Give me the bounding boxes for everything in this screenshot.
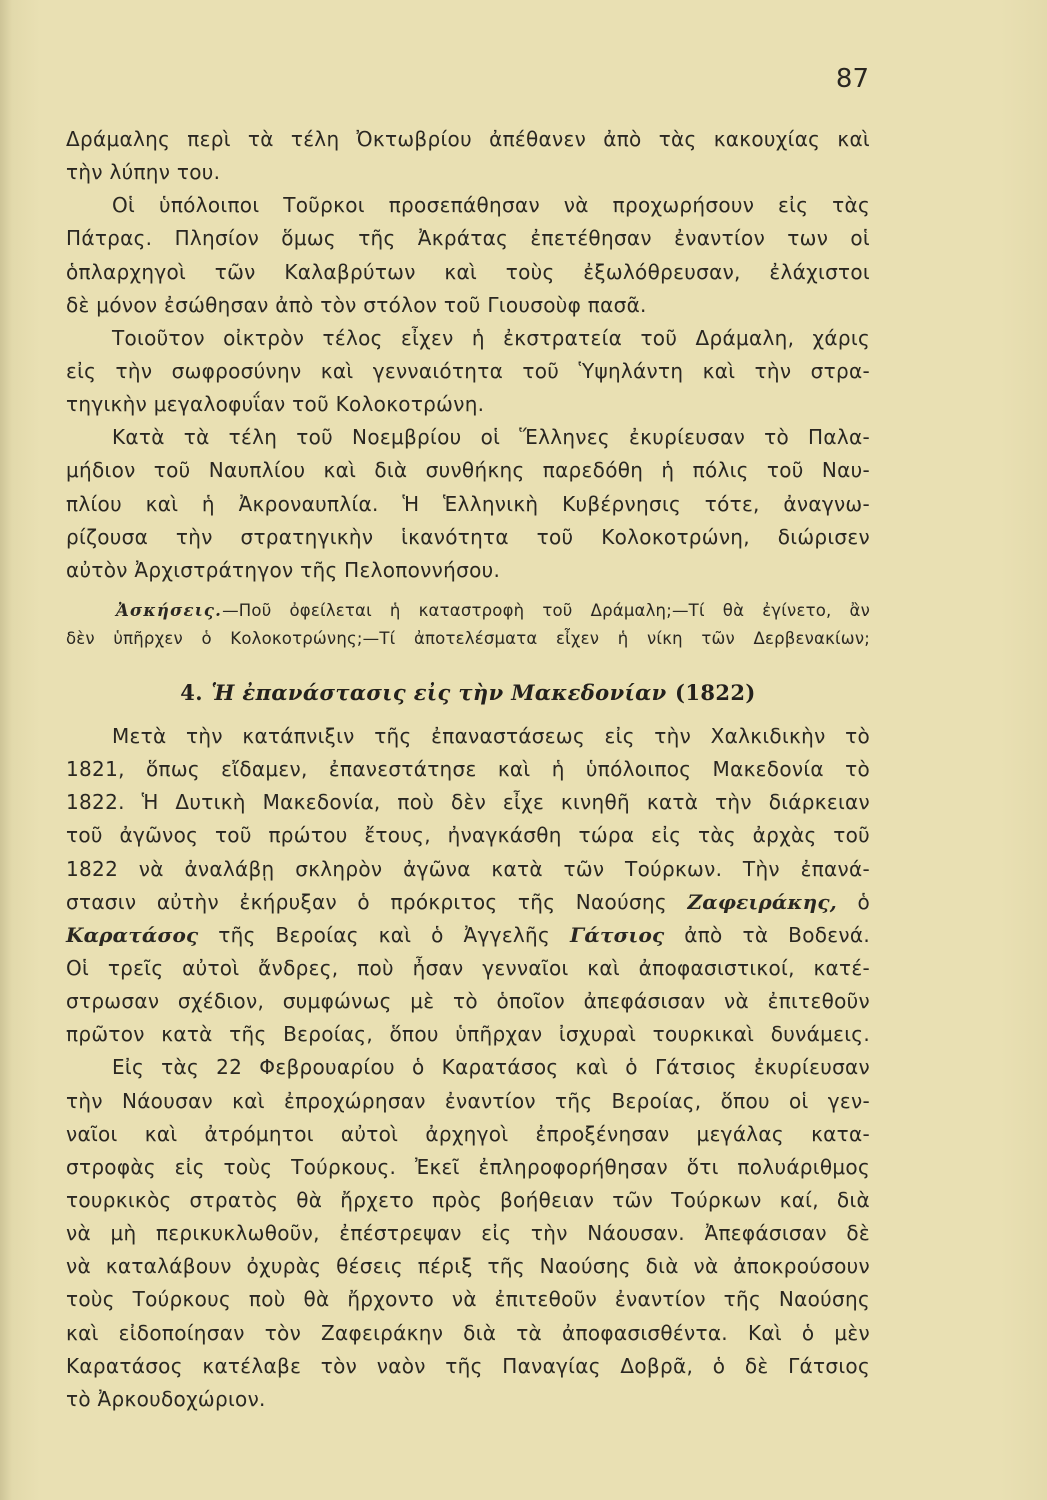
text-line: Κατὰ τὰ τέλη τοῦ Νοεμβρίου οἱ Ἕλληνες ἐκυρίευσαν τὸ Παλα- bbox=[112, 425, 870, 450]
text-segment: ὁ bbox=[836, 889, 870, 914]
text-line: στρωσαν σχέδιον, συμφώνως μὲ τὸ ὁποῖον ἀπεφάσισαν νὰ ἐπιτεθοῦν bbox=[66, 989, 870, 1014]
paragraph bbox=[66, 189, 870, 322]
text-line: πλίου καὶ ἡ Ἀκροναυπλία. Ἡ Ἑλληνικὴ Κυβέρνησις τότε, ἀναγνω- bbox=[66, 491, 870, 516]
section-number: 4. bbox=[180, 680, 203, 705]
text-line: ναῖοι καὶ ἀτρόμητοι αὐτοὶ ἀρχηγοὶ ἐπροξένησαν μεγάλας κατα- bbox=[66, 1121, 870, 1146]
text-line: δὲ μόνον ἐσώθησαν ἀπὸ τὸν στόλον τοῦ Γιουσοὺφ πασᾶ. bbox=[66, 292, 647, 317]
exercises-block bbox=[66, 597, 870, 653]
section-heading bbox=[66, 675, 870, 711]
paragraph bbox=[66, 1051, 870, 1416]
text-line: Δράμαλης περὶ τὰ τέλη Ὀκτωβρίου ἀπέθανεν ἀπὸ τὰς κακουχίας καὶ bbox=[66, 127, 870, 151]
text-line: πρῶτον κατὰ τῆς Βεροίας, ὅπου ὑπῆρχαν ἰσχυραὶ τουρκικαὶ δυνάμεις. bbox=[66, 1022, 870, 1047]
text-line: Εἰς τὰς 22 Φεβρουαρίου ὁ Καρατάσος καὶ ὁ Γάτσιος ἐκυρίευσαν bbox=[112, 1055, 870, 1080]
text-line: 1822. Ἡ Δυτικὴ Μακεδονία, ποὺ δὲν εἶχε κινηθῆ κατὰ τὴν διάρκειαν bbox=[66, 790, 870, 815]
text-block-lower bbox=[66, 720, 870, 1416]
text-line: νὰ καταλάβουν ὀχυρὰς θέσεις πέριξ τῆς Ναούσης διὰ νὰ ἀποκρούσουν bbox=[66, 1254, 870, 1279]
text-line: τὴν λύπην του. bbox=[66, 160, 221, 185]
text-line: τὴν Νάουσαν καὶ ἐπροχώρησαν ἐναντίον τῆς Βεροίας, ὅπου οἱ γεν- bbox=[66, 1088, 870, 1113]
exercises-label: Ἀσκήσεις. bbox=[116, 601, 223, 620]
emphasized-name: Καρατάσος bbox=[66, 922, 199, 947]
text-block-upper bbox=[66, 123, 870, 587]
text-line bbox=[66, 886, 870, 919]
text-line: καὶ εἰδοποίησαν τὸν Ζαφειράκην διὰ τὰ ἀποφασισθέντα. Καὶ ὁ μὲν bbox=[66, 1320, 870, 1345]
emphasized-name: Γάτσιος bbox=[569, 922, 665, 947]
exercises-line: δὲν ὑπῆρχεν ὁ Κολοκοτρώνης;—Τί ἀποτελέσματα εἶχεν ἡ νίκη τῶν Δερβενακίων; bbox=[66, 629, 870, 648]
text-line: τηγικὴν μεγαλοφυΐαν τοῦ Κολοκοτρώνη. bbox=[66, 392, 485, 417]
text-line: εἰς τὴν σωφροσύνην καὶ γενναιότητα τοῦ Ὑψηλάντη καὶ τὴν στρα- bbox=[66, 358, 870, 383]
text-line: Καρατάσος κατέλαβε τὸν ναὸν τῆς Παναγίας Δοβρᾶ, ὁ δὲ Γάτσιος bbox=[66, 1353, 870, 1378]
text-line bbox=[66, 919, 870, 952]
text-line: μήδιον τοῦ Ναυπλίου καὶ διὰ συνθήκης παρεδόθη ἡ πόλις τοῦ Ναυ- bbox=[66, 458, 870, 483]
text-line: στροφὰς εἰς τοὺς Τούρκους. Ἐκεῖ ἐπληροφορήθησαν ὅτι πολυάριθμος bbox=[66, 1154, 870, 1179]
page-number: 87 bbox=[835, 64, 869, 94]
paragraph bbox=[66, 421, 870, 587]
text-line: ὁπλαρχηγοὶ τῶν Καλαβρύτων καὶ τοὺς ἐξωλόθρευσαν, ἐλάχιστοι bbox=[66, 259, 870, 284]
text-segment: ἀπὸ τὰ Βοδενά. bbox=[664, 922, 870, 947]
text-line: ρίζουσα τὴν στρατηγικὴν ἱκανότητα τοῦ Κολοκοτρώνη, διώρισεν bbox=[66, 524, 870, 549]
text-segment: τῆς Βεροίας καὶ ὁ Ἀγγελῆς bbox=[198, 922, 570, 947]
exercises-text: —Ποῦ ὀφείλεται ἡ καταστροφὴ τοῦ Δράμαλη;—Τί θὰ ἐγίνετο, ἂν bbox=[222, 601, 870, 620]
text-line: τοὺς Τούρκους ποὺ θὰ ἤρχοντο νὰ ἐπιτεθοῦν ἐναντίον τῆς Ναούσης bbox=[66, 1287, 870, 1312]
text-line: Τοιοῦτον οἰκτρὸν τέλος εἶχεν ἡ ἐκστρατεία τοῦ Δράμαλη, χάρις bbox=[112, 325, 870, 350]
emphasized-name: Ζαφειράκης, bbox=[687, 889, 837, 914]
section-title: Ἡ ἐπανάστασις εἰς τὴν Μακεδονίαν bbox=[211, 680, 667, 705]
paragraph bbox=[66, 322, 870, 421]
text-line: αὐτὸν Ἀρχιστράτηγον τῆς Πελοποννήσου. bbox=[66, 557, 501, 582]
text-line: τοῦ ἀγῶνος τοῦ πρώτου ἔτους, ἠναγκάσθη τώρα εἰς τὰς ἀρχὰς τοῦ bbox=[66, 823, 870, 848]
text-segment: στασιν αὐτὴν ἐκήρυξαν ὁ πρόκριτος τῆς Ναούσης bbox=[66, 889, 688, 914]
text-line: τουρκικὸς στρατὸς θὰ ἤρχετο πρὸς βοήθειαν τῶν Τούρκων καί, διὰ bbox=[66, 1187, 870, 1212]
paragraph bbox=[66, 123, 870, 189]
paragraph bbox=[66, 720, 870, 1051]
text-line: τὸ Ἀρκουδοχώριον. bbox=[66, 1386, 266, 1411]
text-line: νὰ μὴ περικυκλωθοῦν, ἐπέστρεψαν εἰς τὴν Νάουσαν. Ἀπεφάσισαν δὲ bbox=[66, 1221, 870, 1246]
text-line: 1821, ὅπως εἴδαμεν, ἐπανεστάτησε καὶ ἡ ὑπόλοιπος Μακεδονία τὸ bbox=[66, 757, 870, 782]
exercises-line bbox=[66, 597, 870, 625]
text-line: 1822 νὰ ἀναλάβῃ σκληρὸν ἀγῶνα κατὰ τῶν Τούρκων. Τὴν ἐπανά- bbox=[66, 856, 870, 881]
text-line: Οἱ ὑπόλοιποι Τοῦρκοι προσεπάθησαν νὰ προχωρήσουν εἰς τὰς bbox=[112, 193, 870, 218]
section-year: (1822) bbox=[675, 680, 756, 705]
text-line: Πάτρας. Πλησίον ὅμως τῆς Ἀκράτας ἐπετέθησαν ἐναντίον των οἱ bbox=[66, 226, 870, 251]
text-line: Οἱ τρεῖς αὐτοὶ ἄνδρες, ποὺ ἦσαν γενναῖοι καὶ ἀποφασιστικοί, κατέ- bbox=[66, 955, 870, 980]
text-line: Μετὰ τὴν κατάπνιξιν τῆς ἐπαναστάσεως εἰς τὴν Χαλκιδικὴν τὸ bbox=[112, 724, 870, 748]
